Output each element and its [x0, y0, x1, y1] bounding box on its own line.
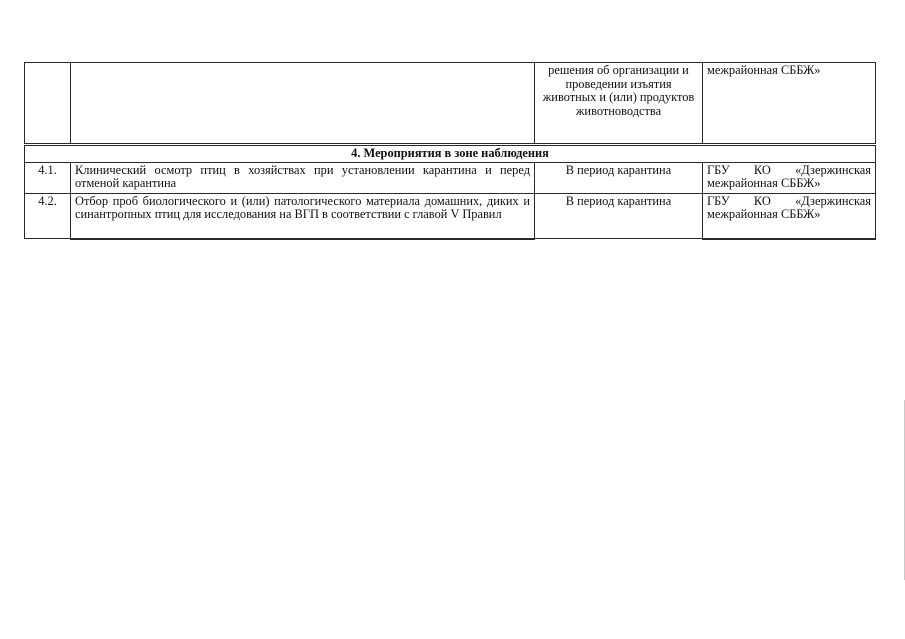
cell-number: 4.1.: [25, 162, 71, 193]
measures-table: [24, 62, 876, 240]
cell-activity: Отбор проб биологического и (или) патологического материала домашних, диких и синантропных птиц для исследования на ВГП в соответствии с главой V Правил: [71, 193, 535, 239]
cell-number: [25, 63, 71, 145]
cell-term: В период карантина: [535, 193, 703, 239]
cell-responsible: ГБУ КО «Дзержинская межрайонная СББЖ»: [703, 162, 876, 193]
table-row-continuation: [25, 63, 876, 145]
table-row: [25, 162, 876, 193]
section-title: 4. Мероприятия в зоне наблюдения: [25, 145, 876, 163]
cell-responsible: межрайонная СББЖ»: [703, 63, 876, 145]
cell-responsible: ГБУ КО «Дзержинская межрайонная СББЖ»: [703, 193, 876, 239]
cell-term: решения об организации и проведении изъятия животных и (или) продуктов животноводства: [535, 63, 703, 145]
cell-activity: [71, 63, 535, 145]
section-header-row: [25, 145, 876, 163]
cell-term: В период карантина: [535, 162, 703, 193]
cell-activity: Клинический осмотр птиц в хозяйствах при установлении карантина и перед отменой карантина: [71, 162, 535, 193]
cell-number: 4.2.: [25, 193, 71, 239]
table-row: [25, 193, 876, 239]
